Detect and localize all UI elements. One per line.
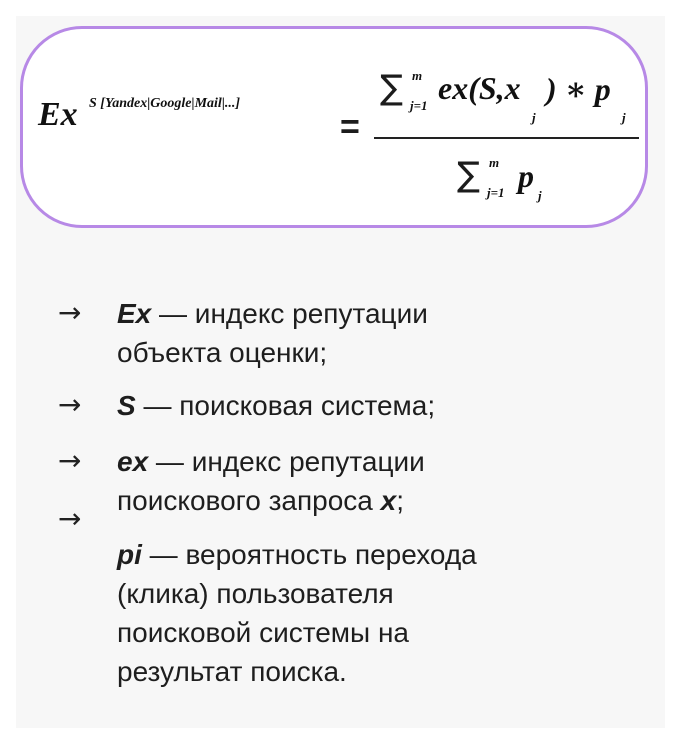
definition-continuation: (клика) пользователя	[117, 578, 394, 609]
denominator-sum-symbol: ∑	[457, 155, 480, 195]
numerator-sum-lower: j=1	[410, 98, 428, 113]
definition-continuation: результат поиска.	[117, 656, 347, 687]
arrow-icon: →	[58, 388, 82, 421]
numerator-p-index: j	[622, 110, 626, 125]
definition-text: — индекс репутации	[148, 446, 425, 477]
definition-term: ex	[117, 446, 149, 477]
continuation-prefix: поискового запроса	[117, 485, 381, 516]
numerator-x-index: j	[532, 110, 536, 125]
arrow-icon: →	[58, 296, 82, 329]
numerator-sum-upper: m	[412, 68, 423, 83]
formula-equals: =	[340, 108, 360, 146]
definition-term: Ex	[117, 298, 152, 329]
continuation-suffix: ;	[396, 485, 405, 516]
definition-ex-query	[117, 446, 425, 478]
definition-continuation: объекта оценки;	[117, 337, 328, 368]
formula-lhs: Ex	[38, 96, 78, 133]
denominator-index: j	[538, 188, 542, 203]
definition-text: — вероятность перехода	[141, 539, 477, 570]
definition-term: pi	[117, 539, 142, 570]
formula-box	[20, 26, 648, 228]
definition-text: — поисковая система;	[135, 390, 436, 421]
numerator-sum-symbol: ∑	[380, 68, 403, 108]
formula-lhs-superscript: S [Yandex|Google|Mail|...]	[89, 96, 241, 111]
definition-term: S	[117, 390, 136, 421]
denominator-term: p	[518, 158, 534, 194]
definition-pi-probability	[117, 539, 477, 571]
definition-text: — индекс репутации	[151, 298, 428, 329]
numerator-rest: ) ∗ p	[546, 71, 611, 107]
arrow-icon: →	[58, 444, 82, 477]
definition-s-search-engine	[117, 390, 435, 422]
arrow-icon: →	[58, 502, 82, 535]
continuation-term: x	[380, 485, 397, 516]
definition-continuation	[117, 485, 404, 517]
denominator-sum-lower: j=1	[487, 185, 505, 200]
definition-continuation: поисковой системы на	[117, 617, 409, 648]
definition-ex-index	[117, 298, 428, 330]
denominator-sum-upper: m	[489, 155, 500, 170]
numerator-term: ex(S,x	[438, 70, 521, 106]
fraction-bar	[374, 137, 639, 139]
